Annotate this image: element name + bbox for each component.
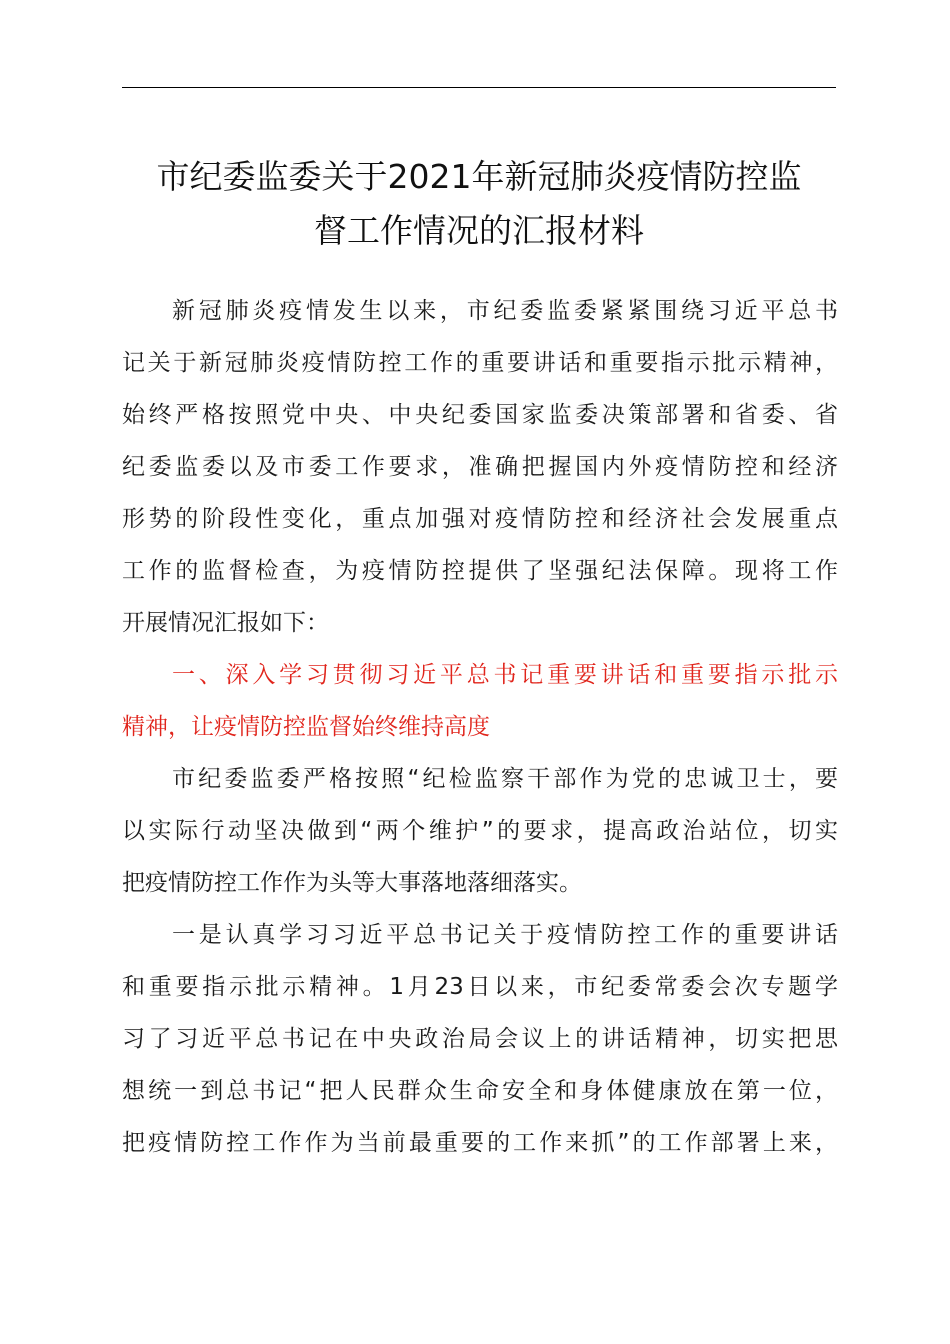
header-rule (122, 87, 836, 88)
paragraph-line: 市纪委监委严格按照“纪检监察干部作为党的忠诚卫士，要 (172, 766, 838, 792)
title-line: 市纪委监委关于2021年新冠肺炎疫情防控监 (156, 157, 802, 196)
paragraph-line: 开展情况汇报如下： (122, 610, 329, 636)
paragraph-study (122, 909, 838, 1169)
paragraph-line: 习了习近平总书记在中央政治局会议上的讲话精神，切实把思 (122, 1026, 838, 1052)
paragraph-political-stance (122, 753, 838, 909)
heading-line: 一、深入学习贯彻习近平总书记重要讲话和重要指示批示 (172, 662, 838, 688)
heading-line: 精神，让疫情防控监督始终维持高度 (122, 714, 490, 740)
paragraph-line: 一是认真学习习近平总书记关于疫情防控工作的重要讲话 (172, 922, 838, 948)
paragraph-line: 工作的监督检查，为疫情防控提供了坚强纪法保障。现将工作 (122, 558, 838, 584)
title-line: 督工作情况的汇报材料 (314, 211, 644, 250)
paragraph-line: 形势的阶段性变化，重点加强对疫情防控和经济社会发展重点 (122, 506, 838, 532)
document-body (122, 285, 838, 1169)
paragraph-line: 想统一到总书记“把人民群众生命安全和身体健康放在第一位， (122, 1078, 838, 1104)
document-title (110, 150, 848, 258)
paragraph-line: 以实际行动坚决做到“两个维护”的要求，提高政治站位，切实 (122, 818, 838, 844)
paragraph-line: 纪委监委以及市委工作要求，准确把握国内外疫情防控和经济 (122, 454, 838, 480)
paragraph-line: 新冠肺炎疫情发生以来，市纪委监委紧紧围绕习近平总书 (172, 298, 838, 324)
section-heading-1 (122, 649, 838, 753)
paragraph-intro (122, 285, 838, 649)
paragraph-line: 把疫情防控工作作为当前最重要的工作来抓”的工作部署上来， (122, 1130, 838, 1156)
paragraph-line: 记关于新冠肺炎疫情防控工作的重要讲话和重要指示批示精神， (122, 350, 838, 376)
paragraph-line: 和重要指示批示精神。1月23日以来，市纪委常委会次专题学 (122, 974, 838, 1000)
paragraph-line: 始终严格按照党中央、中央纪委国家监委决策部署和省委、省 (122, 402, 838, 428)
paragraph-line: 把疫情防控工作作为头等大事落地落细落实。 (122, 870, 582, 896)
